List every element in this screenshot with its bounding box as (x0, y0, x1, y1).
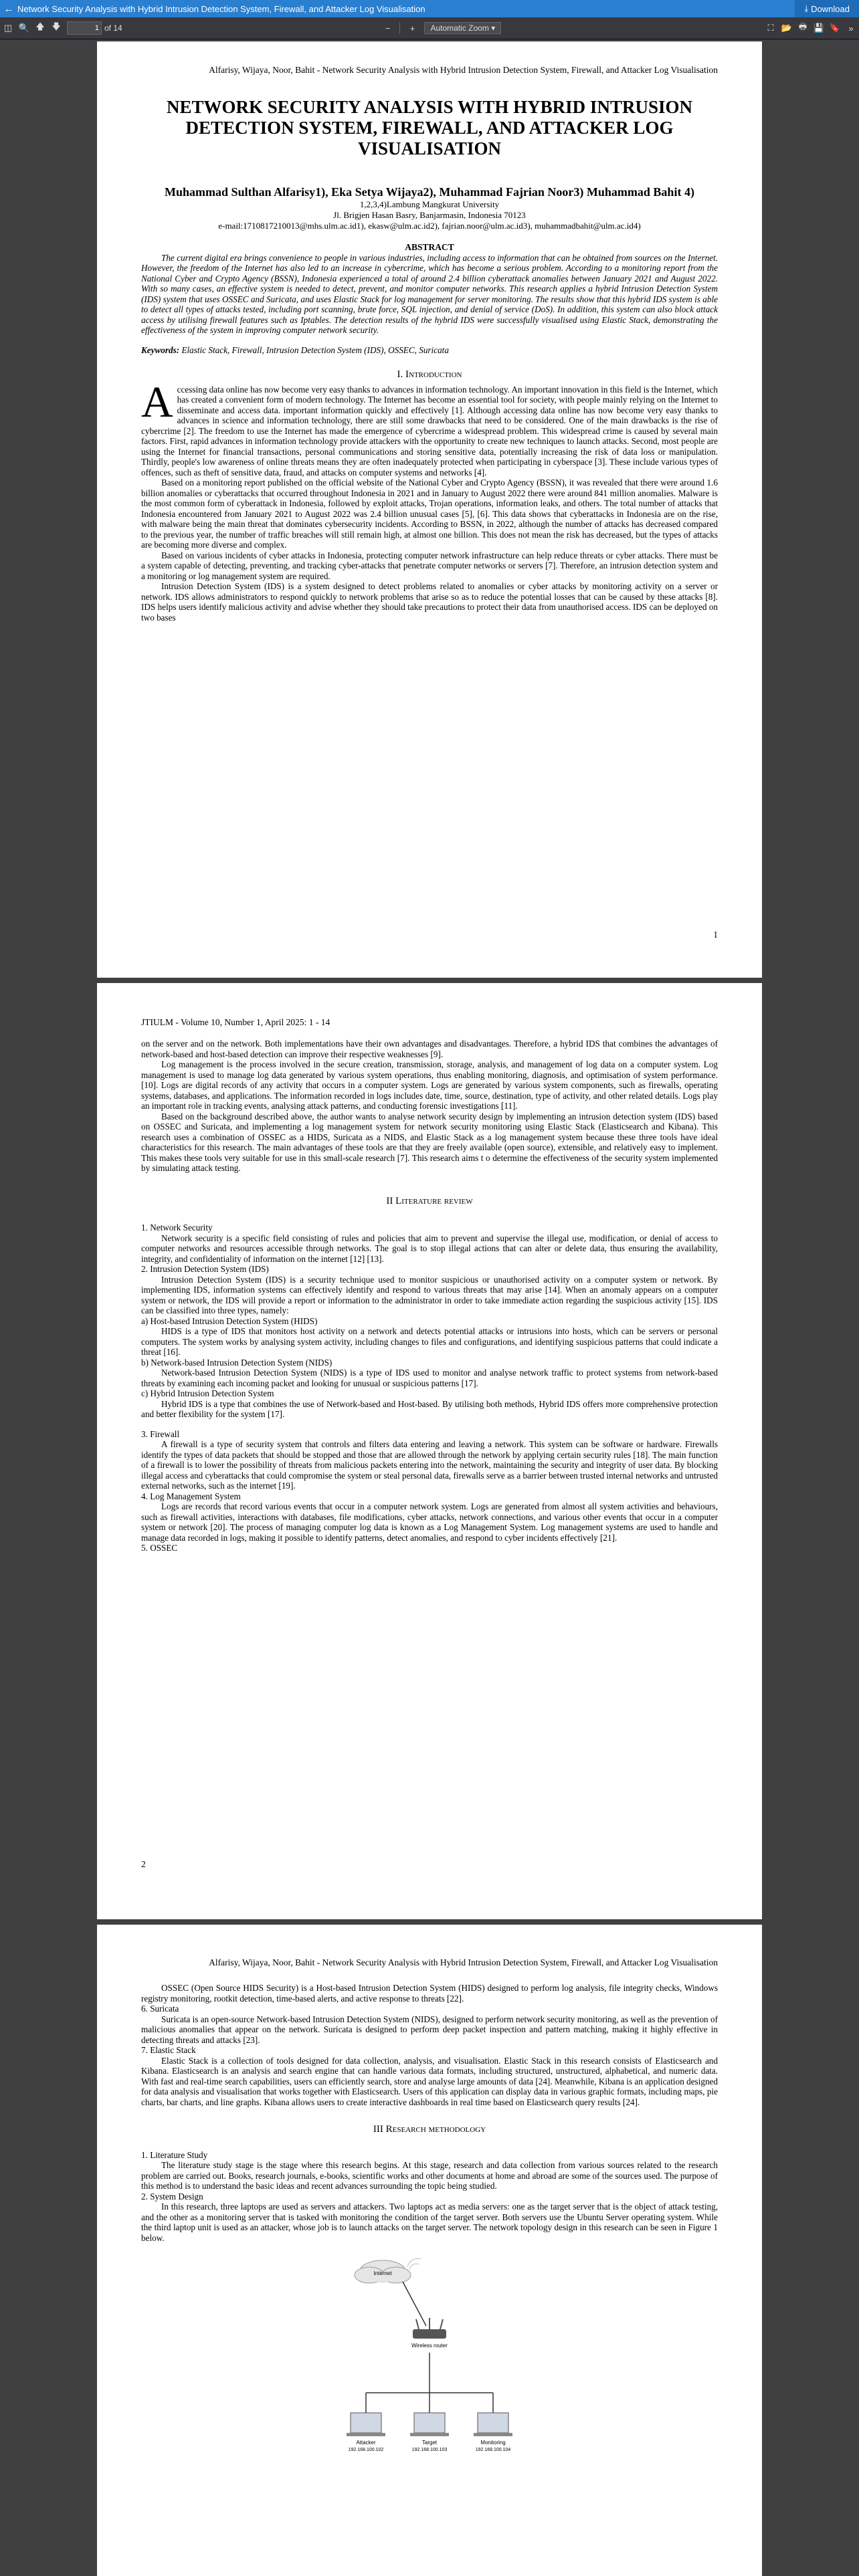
zoom-in-icon[interactable]: + (409, 23, 415, 33)
back-arrow-icon[interactable]: ← (3, 3, 14, 15)
presentation-mode-icon[interactable]: ⛶ (767, 23, 774, 33)
list-title: 1. Network Security (141, 1222, 213, 1232)
intro-paragraph-4: Intrusion Detection System (IDS) is a system designed to detect problems related to anomalies or cyber attacks by monitoring activity on a server or network. IDS allows administrators to respond quickly to network problems that arise so as to reduce the potential losses that can be caused by these attacks [8]. IDS helps users identify malicious activity and advise whether they should take precautions to protect their data from unauthorised access. IDS can be deployed on two bases (141, 581, 718, 623)
affiliation: 1,2,3,4)Lambung Mangkurat University (359, 199, 500, 209)
list-body: OSSEC (Open Source HIDS Security) is a Host-based Intrusion Detection System (HIDS) designed to perform log analysis, file integrity checks, Windows registry monitoring, rootkit detection, time-based alerts, and active response to threats [22]. (141, 1983, 718, 2004)
list-body: Elastic Stack is a collection of tools designed for data collection, analysis, and visualisation. Elastic Stack in this research consists of Elasticsearch and Kibana. Elasticsearch is an analysis and search engine that can handle various data formats, including structured, unstructured, alphabetical, and numeric data. With fast and real-time search capabilities, users can efficiently search, store and analyse large amounts of data [24]. Meanwhile, Kibana is an application designed for data analysis and visualisation that works together with Elasticsearch. Users of this application can display data in various graphic formats, including maps, pie charts, bar charts, and line graphs. Kibana allows users to create interactive dashboards in real time based on Elasticsearch query results [24]. (141, 2055, 718, 2107)
authors: Muhammad Sulthan Alfarisy1), Eka Setya Wijaya2), Muhammad Fajrian Noor3) Muhammad Bahit 4) (165, 185, 694, 199)
list-title: 7. Elastic Stack (141, 2045, 196, 2055)
section-heading: II Literature review (386, 1195, 473, 1206)
intro-text-1: ccessing data online has now become very easy thanks to advances in information technology. An important innovation in this field is the Internet, which has created a convenient form of modern technology. The Internet has become an essential tool for society, with people mainly relying on the Internet to disseminate and access data. important information quickly and effectively [1]. Although accessing data online has now become very easy thanks to advances in science and information technology, there are still some drawbacks that need to be considered. One of the main drawbacks is the rise of cybercrime [2]. The freedom to use the Internet has made the emergence of cybercrime a widespread problem. This widespread crime is caused by several main factors. First, rapid advances in information technology provide attackers with the opportunity to create new techniques to launch attacks. Second, most people are using the Internet for financial transactions, personal communications and storing sensitive data, potentially increasing the risk of data loss or manipulation. Thirdly, people's low awareness of online threats means they are often inadequately protected when participating in cyberspace [3]. These include various types of offences, such as theft of sensitive data, fraud, and attacks on computer systems and networks [4]. (141, 384, 718, 477)
download-button[interactable] (795, 0, 859, 17)
save-icon[interactable]: 💾 (813, 23, 825, 33)
running-header: Alfarisy, Wijaya, Noor, Bahit - Network Security Analysis with Hybrid Intrusion Detection System, Firewall, and Attacker Log Visualisation (209, 1957, 718, 1967)
list-body: Network security is a specific field consisting of rules and policies that aim to prevent and supervise the illegal use, modification, or denial of access to computer networks and resources accessible through networks. The goal is to stop illegal actions that can alter or delete data, thus ensuring the availability, integrity, and confidentiality of information on the internet [12] [13]. (141, 1232, 718, 1264)
download-icon: ⤓ (804, 3, 809, 13)
keywords-text: Elastic Stack, Firewall, Intrusion Detection System (IDS), OSSEC, Suricata (181, 344, 449, 355)
sublist-title: b) Network-based Intrusion Detection System (NIDS) (141, 1357, 332, 1368)
paragraph: Based on the background described above, the author wants to analyse network security design by implementing an intrusion detection system (IDS) based on OSSEC and Suricata, and implementing a log management system for network security monitoring using Elastic Stack (Elasticsearch and Kibana). This research uses a combination of OSSEC as a HIDS, Suricata as a NIDS, and Elastic Stack as a log management system because these three tools have ideal characteristics for this research. The main advantages of these tools are that they are freely available (open source), extensible, and relatively easy to implement. This makes these tools very suitable for use in this small-scale research [7]. This research aims t o determine the effectiveness of the security system implemented by simulating attack testing. (141, 1111, 718, 1173)
wifi-signal-icon (407, 2258, 421, 2270)
find-icon[interactable]: 🔍 (18, 23, 30, 33)
monitoring-ip: 192.168.100.104 (475, 2448, 511, 2452)
intro-paragraph-1 (141, 377, 718, 478)
sublist-title: c) Hybrid Intrusion Detection System (141, 1388, 274, 1398)
sublist-body: HIDS is a type of IDS that monitors host activity on a network and detects potential attacks or intrusions into hosts, which can be servers or personal computers. The system works by analysing system activity, including changes to files and configurations, and identifying suspicious patterns that could indicate a threat [16]. (141, 1326, 718, 1357)
paper-title: NETWORK SECURITY ANALYSIS WITH HYBRID INTRUSION DETECTION SYSTEM, FIREWALL, AND ATTACKER LOG VISUALISATION (167, 97, 692, 158)
pdf-page-3 (97, 1925, 762, 2576)
download-label: Download (811, 3, 850, 14)
intro-paragraph-3: Based on various incidents of cyber attacks in Indonesia, protecting computer network infrastructure can help reduce threats or cyber attacks. There must be a system capable of detecting, preventing, and tracking cyber-attacks that penetrate computer networks or servers [7]. Therefore, an intrusion detection system and a monitoring or log management system are required. (141, 550, 718, 581)
drop-cap: A (141, 377, 173, 427)
attacker-label: Attacker (356, 2440, 376, 2446)
topology-diagram (329, 2252, 530, 2473)
internet-label: Internet (373, 2270, 392, 2276)
internet-router-link (403, 2282, 426, 2326)
target-label: Target (421, 2440, 438, 2446)
monitoring-laptop-icon (474, 2413, 512, 2436)
sublist-body: Network-based Intrusion Detection System (NIDS) is a type of IDS used to monitor and analyse network traffic to protect systems from network-based threats by examining each incoming packet and looking for unusual or suspicious patterns [17]. (141, 1368, 718, 1388)
page-number: 1 (713, 930, 718, 940)
running-header: JTIULM - Volume 10, Number 1, April 2025: 1 - 14 (141, 1017, 330, 1027)
list-body: Suricata is an open-source Network-based Intrusion Detection System (NIDS), designed to perform network security monitoring, as well as the prevention of malicious anomalies that appear on the network. Suricata is designed to perform deep packet inspection and pattern matching, making it highly effective in detecting threats and attacks [23]. (141, 2014, 718, 2045)
app-titlebar (0, 0, 859, 17)
open-file-icon[interactable]: 📂 (781, 23, 793, 33)
list-title: 2. System Design (141, 2191, 203, 2202)
pdf-toolbar (0, 17, 859, 39)
document-title: Network Security Analysis with Hybrid Intrusion Detection System, Firewall, and Attacker Log Visualisation (17, 3, 425, 14)
page-number-input[interactable] (67, 21, 102, 35)
keywords (141, 345, 718, 356)
list-title: 4. Log Management System (141, 1491, 241, 1501)
list-body: The literature study stage is the stage where this research begins. At this stage, research and data collection from various sources related to the research problem are carried out. Books, research journals, e-books, scientific works and other documents at home and abroad are some of the sources used. The purpose of this method is to understand the basic ideas and recent advances surrounding the topic being studied. (141, 2160, 718, 2191)
list-title: 5. OSSEC (141, 1543, 178, 1553)
address: Jl. Brigjen Hasan Basry, Banjarmasin, Indonesia 70123 (333, 210, 526, 220)
sidebar-toggle-icon[interactable]: ◫ (3, 23, 13, 33)
bookmark-icon[interactable]: 🔖 (829, 23, 841, 33)
next-page-icon[interactable]: 🡇 (52, 21, 61, 31)
abstract-heading: ABSTRACT (405, 242, 454, 252)
toolbar-separator (399, 22, 400, 34)
list-title: 1. Literature Study (141, 2149, 208, 2160)
section-heading: III Research methodology (373, 2124, 486, 2135)
monitoring-label: Monitoring (480, 2440, 506, 2446)
emails: e-mail:1710817210013@mhs.ulm.ac.id1), ekasw@ulm.ac.id2), fajrian.noor@ulm.ac.id3), muhammadbahit@ulm.ac.id4) (218, 221, 641, 231)
sublist-title: a) Host-based Intrusion Detection System (HIDS) (141, 1315, 318, 1326)
running-header: Alfarisy, Wijaya, Noor, Bahit - Network Security Analysis with Hybrid Intrusion Detection System, Firewall, and Attacker Log Visualisation (209, 65, 718, 75)
page-number: 2 (141, 1859, 146, 1869)
print-icon[interactable]: 🖶 (798, 21, 807, 31)
page-count: of 14 (104, 23, 122, 33)
network-topology-figure (329, 2252, 530, 2473)
wireless-router-icon (413, 2318, 446, 2339)
paragraph: on the server and on the network. Both implementations have their own advantages and disadvantages. Therefore, a hybrid IDS that combines the advantages of network-based and host-based detection can improve their respective weaknesses [9]. (141, 1039, 718, 1059)
list-title: 3. Firewall (141, 1428, 180, 1439)
pdf-page-1 (97, 41, 762, 978)
zoom-value: Automatic Zoom (430, 23, 489, 33)
list-body: A firewall is a type of security system that controls and filters data entering and leaving a network. This system can be software or hardware. Firewalls identify the types of data packets that should be stopped and those that are allowed through the network by applying certain security rules [18]. The main function of a firewall is to lower the possibility of threats from malicious packets entering into the network, maintaining the security and integrity of user data. By blocking illegal access and cyberattacks that could compromise the system or steal personal data, firewalls serve as a barrier between trusted internal networks and untrusted external networks, such as the internet [19]. (141, 1439, 719, 1491)
target-ip: 192.168.100.103 (411, 2448, 448, 2452)
list-body: Logs are records that record various events that occur in a computer network system. Logs are generated from almost all system activities and behaviours, such as firewall activities, interactions with databases, file modifications, cyber attacks, network connections, and various other events that occur in a computer system or network [20]. The process of managing computer log data is known as a Log Management System. Log management systems are used to handle and manage data recorded in logs, making it possible to identify patterns, detect anomalies, and respond to cyber incidents effectively [21]. (141, 1501, 718, 1543)
sublist-body: Hybrid IDS is a type that combines the use of Network-based and Host-based. By utilising both methods, Hybrid IDS offers more comprehensive protection and better flexibility for the system [17]. (141, 1398, 718, 1419)
intro-paragraph-2: Based on a monitoring report published on the official website of the National Cyber and Crypto Agency (BSSN), it was revealed that there were around 1.6 billion anomalies or cyberattacks that occurred throughout Indonesia in 2021 and in January to August 2022 there were around 841 million anomalies. Malware is the most common form of cyberattack in Indonesia, followed by exploit attacks, Trojan operations, information leaks, and others. The total number of attacks that Indonesia encountered from January 2021 to August 2022 was 2.4 billion unusual cases [5], [6]. This data shows that cyberattacks in Indonesia are on the rise, with malware being the main threat that dominates cybersecurity incidents. According to BSSN, in 2022, although the number of attacks has decreased compared to the previous year, the number of traffic breaches will still remain high, at almost one billion. This does not mean the risk has decreased, but the types of attacks are becoming more diverse and complex. (141, 477, 718, 550)
zoom-select[interactable]: Automatic Zoom ▾ (424, 22, 501, 34)
abstract-text: The current digital era brings convenience to people in various industries, including access to information that can be obtained from sources on the Internet. However, the freedom of the Internet has also led to an increase in cybercrime, which has become a serious problem. According to a monitoring report from the National Cyber and Crypto Agency (BSSN), Indonesia experienced a total of around 2.4 billion cyberattack anomalies between January 2021 and August 2022. With so many cases, an effective system is needed to detect, prevent, and monitor computer networks. This research applies a hybrid Intrusion Detection System (IDS) system that uses OSSEC and Suricata, and uses Elastic Stack for log management for server monitoring. The results show that this hybrid IDS system is able to detect all types of attacks tested, including port scanning, brute force, SQL injection, and denial of service (DoS). In addition, this system can also block attack access by utilising firewall features such as Iptables. The detection results of the hybrid IDS were successfully visualised using Elastic Stack, demonstrating the effectiveness of the system in improving computer network security. (141, 252, 718, 335)
keywords-label: Keywords: (141, 344, 180, 355)
list-body: Intrusion Detection System (IDS) is a security technique used to monitor suspicious or unauthorised activity on a computer system or network. By implementing IDS, information systems can effectively identify and respond to various threats that may arise [14]. When an anomaly appears on a computer system or network, the IDS will provide a report or information to the administrator in order to take immediate action regarding the suspicious activity [15]. IDS can be classified into three types, namely: (141, 1274, 718, 1315)
list-body: In this research, three laptops are used as servers and attackers. Two laptops act as media servers: one as the target server that is the object of attack testing, and the other as a monitoring server that is tasked with monitoring the condition of the target server. Both servers use the Ubuntu Server operating system. While the third laptop unit is used as an attacker, whose job is to launch attacks on the target server. The network topology design in this research can be seen in Figure 1 below. (141, 2202, 718, 2243)
previous-page-icon[interactable]: 🡅 (35, 21, 45, 31)
attacker-laptop-icon (347, 2413, 385, 2436)
target-laptop-icon (410, 2413, 449, 2436)
section-heading: I. Introduction (397, 369, 462, 380)
tools-icon[interactable]: » (848, 23, 854, 33)
zoom-out-icon[interactable]: − (385, 23, 391, 33)
router-label: Wireless router (411, 2343, 448, 2349)
paragraph: Log management is the process involved in the secure creation, transmission, storage, analysis, and management of log data on a computer system. Log management is used to manage log data generated by various system operations, thus enabling monitoring, diagnosis, and optimisation of system performance. [10]. Logs are digital records of any activity that occurs in a computer system. Logs are generated by various system components, such as firewalls, operating systems, databases, and applications. The information recorded in logs includes date, time, source, destination, type of activity, and other related details. Logs play an important role in tracking events, analysing attack patterns, and conducting forensic investigations [11]. (141, 1059, 718, 1111)
attacker-ip: 192.168.100.102 (348, 2448, 384, 2452)
pdf-page-2 (97, 983, 762, 1919)
list-title: 2. Intrusion Detection System (IDS) (141, 1264, 269, 1274)
list-title: 6. Suricata (141, 2004, 179, 2014)
